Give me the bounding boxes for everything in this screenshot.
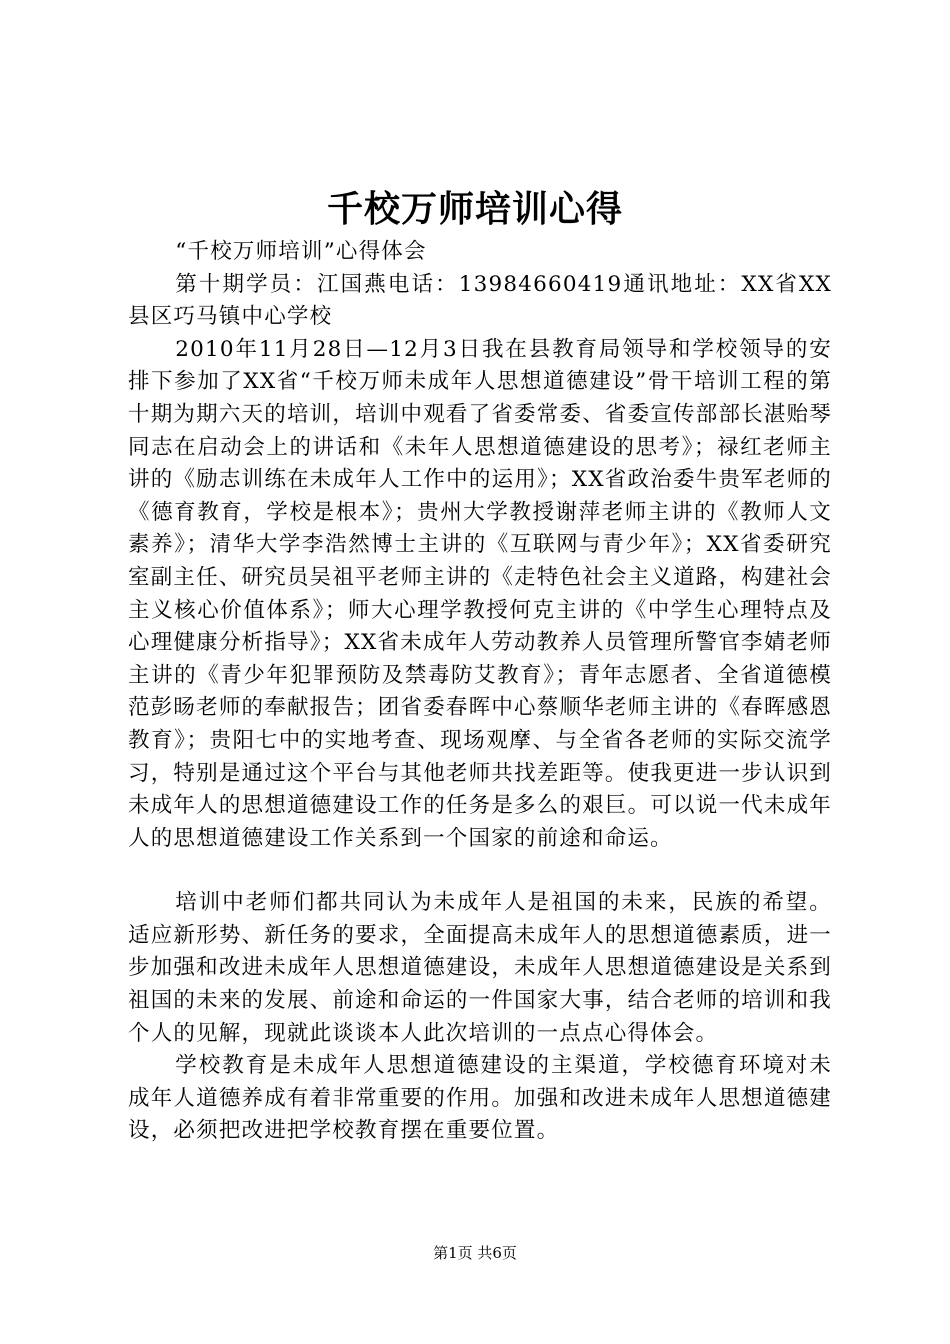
paragraph-school-education: 学校教育是未成年人思想道德建设的主渠道，学校德育环境对未成年人道德养成有着非常重要的作用。加强和改进未成年人思想道德建设，必须把改进把学校教育摆在重要位置。 [128,1053,832,1144]
document-body [128,236,832,1148]
document-title: 千校万师培训心得 [326,188,623,230]
paragraph-author-info: 第十期学员：江国燕电话：13984660419通讯地址：XX省XX县区巧马镇中心学校 [128,271,832,330]
paragraph-training-summary: 2010年11月28日—12月3日我在县教育局领导和学校领导的安排下参加了XX省“千校万师未成年人思想道德建设”骨干培训工程的第十期为期六天的培训，培训中观看了省委常委、省委宣传部部长湛贻琴同志在启动会上的讲话和《未年人思想道德建设的思考》；禄红老师主讲的《励志训练在未成年人工作中的运用》；XX省政治委牛贵军老师的《德育教育，学校是根本》；贵州大学教授谢萍老师主讲的《教师人文素养》；清华大学李浩然博士主讲的《互联网与青少年》；XX省委研究室副主任、研究员吴祖平老师主讲的《走特色社会主义道路，构建社会主义核心价值体系》；师大心理学教授何克主讲的《中学生心理特点及心理健康分析指导》；XX省未成年人劳动教养人员管理所警官李婧老师主讲的《青少年犯罪预防及禁毒防艾教育》；青年志愿者、全省道德模范彭旸老师的奉献报告；团省委春晖中心蔡顺华老师主讲的《春晖感恩教育》；贵阳七中的实地考查、现场观摩、与全省各老师的实际交流学习，特别是通过这个平台与其他老师共找差距等。使我更进一步认识到未成年人的思想道德建设工作的任务是多么的艰巨。可以说一代未成年人的思想道德建设工作关系到一个国家的前途和命运。 [128,336,832,851]
paragraph-subtitle: “千校万师培训”心得体会 [175,239,427,264]
page-number-footer: 第1页 共6页 [433,1244,517,1262]
paragraph-training-consensus: 培训中老师们都共同认为未成年人是祖国的未来，民族的希望。适应新形势、新任务的要求，全面提高未成年人的思想道德素质，进一步加强和改进未成年人思想道德建设，未成年人思想道德建设是关系到祖国的未来的发展、前途和命运的一件国家大事，结合老师的培训和我个人的见解，现就此谈谈本人此次培训的一点点心得体会。 [128,890,832,1046]
